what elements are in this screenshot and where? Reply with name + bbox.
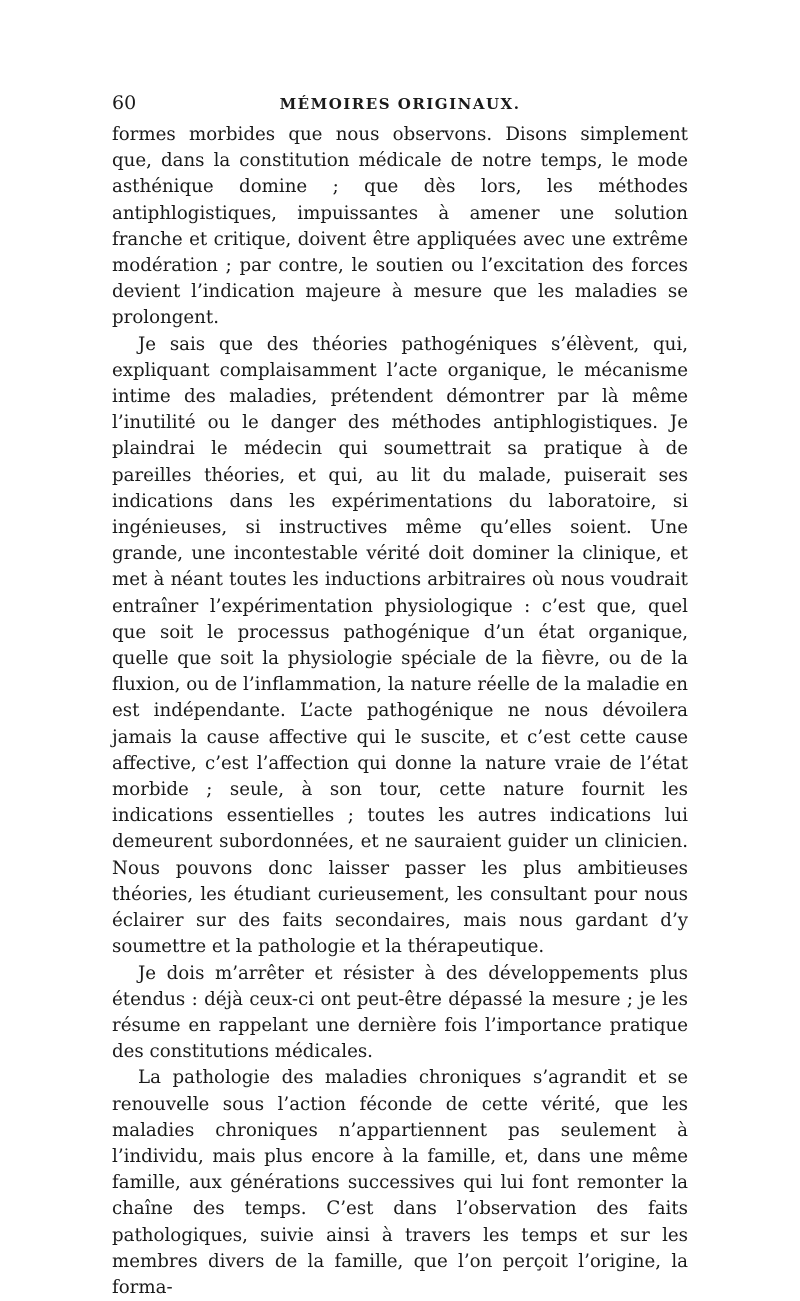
page-number: 60 (112, 92, 137, 114)
running-title: MÉMOIRES ORIGINAUX. (279, 95, 521, 113)
running-head (112, 92, 688, 118)
paragraph-theories: Je sais que des théories pathogéniques s’élèvent, qui, expliquant complaisamment l’acte organique, le mécanisme intime des maladies, prétendent démontrer par là même l’inutilité ou le danger des méthodes antiphlogistiques. Je plaindrai le médecin qui soumettrait sa pratique à de pareilles théories, et qui, au lit du malade, puiserait ses indications dans les expérimentations du laboratoire, si ingénieuses, si instructives même qu’elles soient. Une grande, une incontestable vérité doit dominer la clinique, et met à néant toutes les inductions arbitraires où nous voudrait entraîner l’expérimentation physiologique : c’est que, quel que soit le processus pathogénique d’un état organique, quelle que soit la physiologie spéciale de la fièvre, ou de la fluxion, ou de l’inflammation, la nature réelle de la maladie en est indépendante. L’acte pathogénique ne nous dévoilera jamais la cause affective qui le suscite, et c’est cette cause affective, c’est l’affection qui donne la nature vraie de l’état morbide ; seule, à son tour, cette nature fournit les indications essentielles ; toutes les autres indications lui demeurent subordonnées, et ne sauraient guider un clinicien. Nous pouvons donc laisser passer les plus ambitieuses théories, les étudiant curieusement, les consultant pour nous éclairer sur des faits secondaires, mais nous gardant d’y soumettre et la pathologie et la thérapeutique. (112, 333, 688, 958)
paragraph-continuation: formes morbides que nous observons. Disons simplement que, dans la constitution médicale de notre temps, le mode asthénique domine ; que dès lors, les méthodes antiphlogistiques, impuissantes à amener une solution franche et critique, doivent être appliquées avec une extrême modération ; par contre, le soutien ou l’excitation des forces devient l’indication majeure à mesure que les maladies se prolongent. (112, 124, 688, 329)
paragraph-summary: Je dois m’arrêter et résister à des développements plus étendus : déjà ceux-ci ont peut-être dépassé la mesure ; je les résume en rappelant une dernière fois l’importance pratique des constitutions médicales. (112, 962, 688, 1063)
paragraph-chronic-diseases: La pathologie des maladies chroniques s’agrandit et se renouvelle sous l’action féconde de cette vérité, que les maladies chroniques n’appartiennent pas seulement à l’individu, mais plus encore à la famille, et, dans une même famille, aux générations successives qui lui font remonter la chaîne des temps. C’est dans l’observation des faits pathologiques, suivie ainsi à travers les temps et sur les membres divers de la famille, que l’on perçoit l’origine, la forma- (112, 1067, 688, 1298)
book-page (112, 92, 688, 1301)
